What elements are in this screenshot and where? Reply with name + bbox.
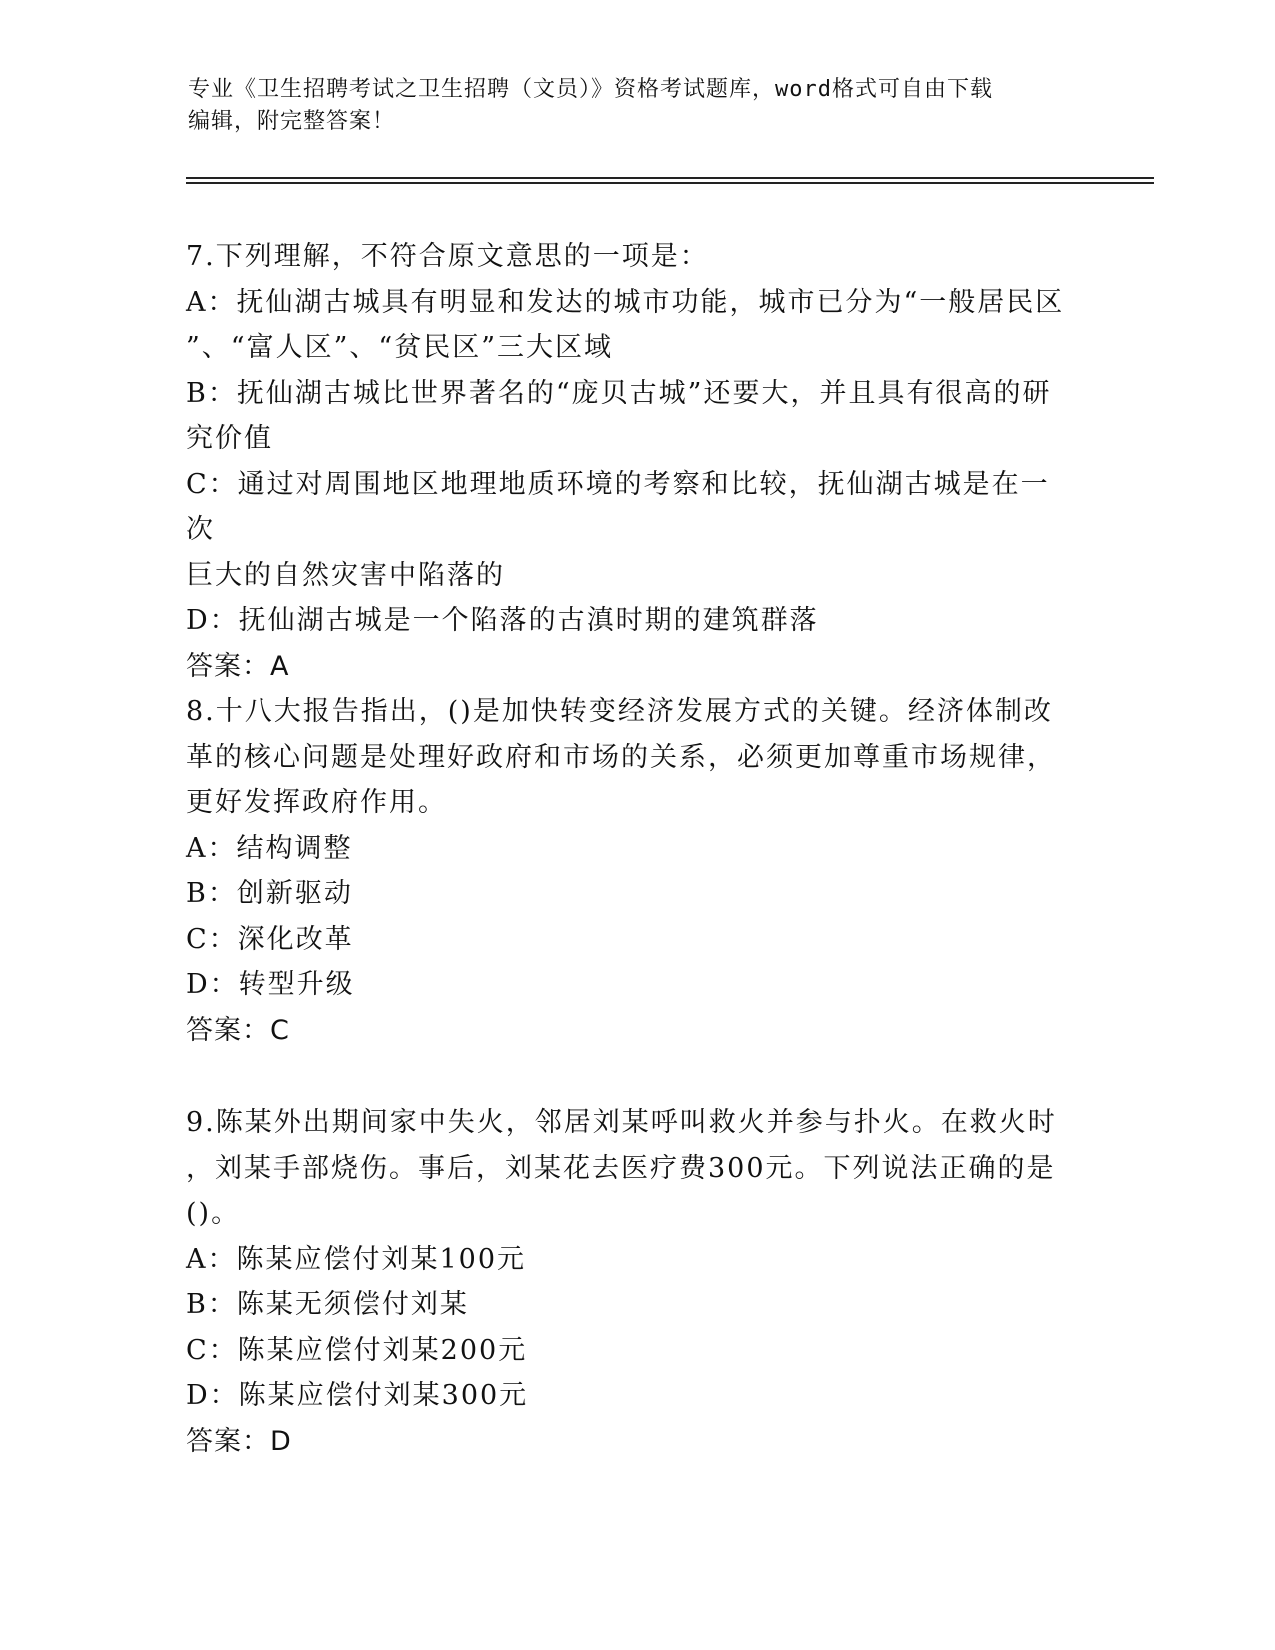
header-line: 编辑，附完整答案！ (188, 109, 396, 134)
divider-line (186, 182, 1154, 184)
question-9 (186, 1100, 1066, 1464)
question-stem-continued: 革的核心问题是处理好政府和市场的关系，必须更加尊重市场规律， (186, 741, 1056, 773)
option-c: C：深化改革 (186, 923, 354, 955)
option-b: B：创新驱动 (186, 878, 353, 909)
question-stem-continued: 更好发挥政府作用。 (186, 787, 447, 818)
answer: 答案：C (186, 1014, 290, 1046)
header-divider (186, 177, 1154, 183)
option-c: C：通过对周围地区地理地质环境的考察和比较，抚仙湖古城是在一次 (186, 468, 1050, 545)
answer: 答案：A (186, 650, 290, 682)
option-b-continued: 究价值 (186, 423, 273, 454)
header-line: 专业《卫生招聘考试之卫生招聘（文员）》资格考试题库，word格式可自由下载 (188, 77, 993, 102)
question-stem-continued: ，刘某手部烧伤。事后，刘某花去医疗费300元。下列说法正确的是 (186, 1152, 1056, 1184)
page-header (188, 74, 1088, 138)
question-stem: 7.下列理解，不符合原文意思的一项是： (186, 241, 709, 272)
option-a-continued: ”、“富人区”、“贫民区”三大区域 (186, 332, 614, 363)
divider-line (186, 177, 1154, 179)
question-stem: 9.陈某外出期间家中失火，邻居刘某呼叫救火并参与扑火。在救火时 (186, 1107, 1057, 1138)
option-c: C：陈某应偿付刘某200元 (186, 1334, 528, 1366)
option-d: D：陈某应偿付刘某300元 (186, 1380, 529, 1411)
question-7 (186, 234, 1066, 689)
answer: 答案：D (186, 1425, 292, 1457)
option-d: D：抚仙湖古城是一个陷落的古滇时期的建筑群落 (186, 605, 819, 636)
question-8 (186, 689, 1066, 1053)
option-a: A：陈某应偿付刘某100元 (186, 1243, 527, 1275)
option-a: A：抚仙湖古城具有明显和发达的城市功能，城市已分为“一般居民区 (186, 286, 1065, 318)
question-stem: 8.十八大报告指出，()是加快转变经济发展方式的关键。经济体制改 (186, 696, 1053, 727)
option-b: B：陈某无须偿付刘某 (186, 1289, 469, 1320)
option-b: B：抚仙湖古城比世界著名的“庞贝古城”还要大，并且具有很高的研 (186, 377, 1052, 409)
option-d: D：转型升级 (186, 969, 355, 1000)
question-stem-continued: ()。 (186, 1198, 241, 1229)
option-c-continued: 巨大的自然灾害中陷落的 (186, 559, 505, 591)
option-a: A：结构调整 (186, 832, 353, 864)
